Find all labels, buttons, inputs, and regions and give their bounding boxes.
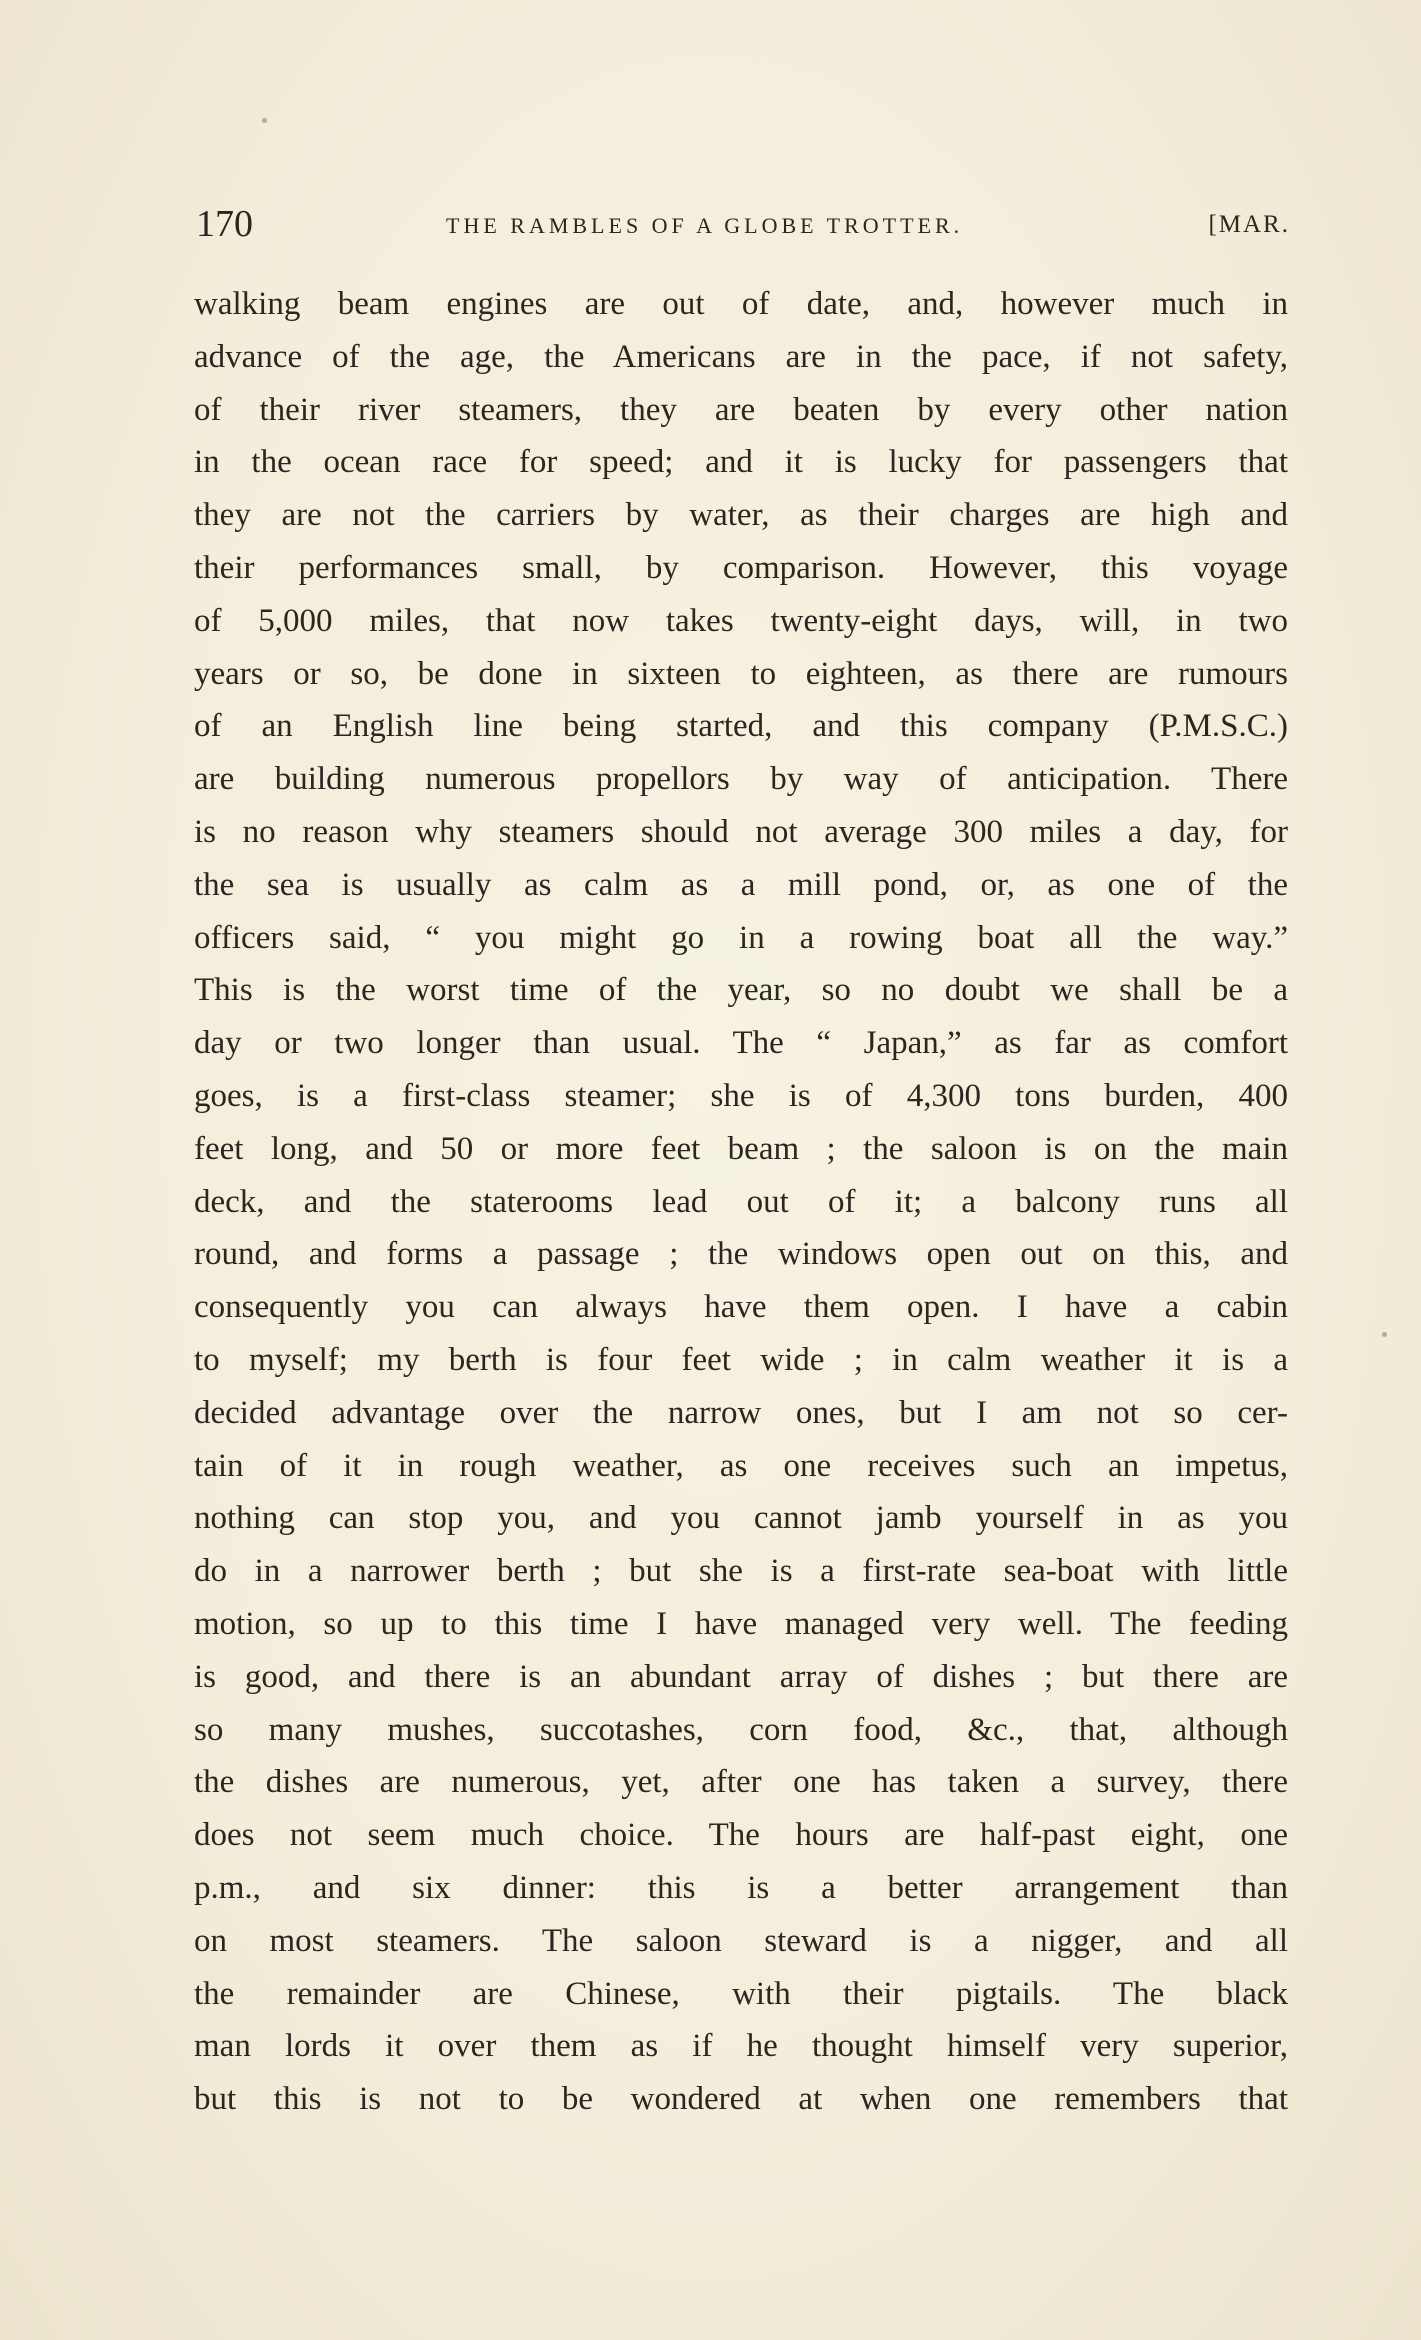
text-line: advance of the age, the Americans are in the pace, if not safety, [194,338,1288,375]
text-line: feet long, and 50 or more feet beam ; the saloon is on the main [194,1130,1288,1167]
text-line: consequently you can always have them open. I have a cabin [194,1289,1288,1326]
text-line: the sea is usually as calm as a mill pond, or, as one of the [194,866,1288,903]
text-line: the dishes are numerous, yet, after one has taken a survey, there [194,1764,1288,1801]
text-line: is good, and there is an abundant array of dishes ; but there are [194,1658,1288,1695]
text-line: in the ocean race for speed; and it is lucky for passengers that [194,444,1288,481]
text-line: nothing can stop you, and you cannot jamb yourself in as you [194,1500,1288,1537]
text-line: officers said, “ you might go in a rowing boat all the way.” [194,919,1288,956]
text-line: does not seem much choice. The hours are half-past eight, one [194,1817,1288,1854]
text-line: but this is not to be wondered at when one remembers that [194,2081,1288,2118]
text-line: day or two longer than usual. The “ Japan,” as far as comfort [194,1025,1288,1062]
text-line: is no reason why steamers should not average 300 miles a day, for [194,813,1288,850]
text-line: the remainder are Chinese, with their pigtails. The black [194,1975,1288,2012]
text-line: are building numerous propellors by way of anticipation. There [194,761,1288,798]
text-line: goes, is a first-class steamer; she is of 4,300 tons burden, 400 [194,1077,1288,1114]
text-line: walking beam engines are out of date, and, however much in [194,286,1288,322]
page-header [196,198,1290,250]
body-text [194,278,1288,2126]
running-title: THE RAMBLES OF A GLOBE TROTTER. [446,213,964,238]
paper-speck [262,118,267,123]
text-line: their performances small, by comparison. However, this voyage [194,549,1288,586]
text-line: of 5,000 miles, that now takes twenty-eight days, will, in two [194,602,1288,639]
text-line: of an English line being started, and this company (P.M.S.C.) [194,708,1288,745]
text-line: do in a narrower berth ; but she is a first-rate sea-boat with little [194,1553,1288,1590]
text-line: to myself; my berth is four feet wide ; in calm weather it is a [194,1341,1288,1378]
text-line: deck, and the staterooms lead out of it; a balcony runs all [194,1183,1288,1220]
page-number: 170 [196,203,253,245]
text-line: they are not the carriers by water, as their charges are high and [194,497,1288,534]
paper-speck [1382,1332,1387,1337]
text-line: motion, so up to this time I have managed very well. The feeding [194,1605,1288,1642]
text-line: p.m., and six dinner: this is a better arrangement than [194,1869,1288,1906]
text-line: round, and forms a passage ; the windows open out on this, and [194,1236,1288,1273]
text-line: of their river steamers, they are beaten by every other nation [194,391,1288,428]
text-line: decided advantage over the narrow ones, but I am not so cer- [194,1394,1288,1431]
text-line: years or so, be done in sixteen to eighteen, as there are rumours [194,655,1288,692]
text-line: man lords it over them as if he thought himself very superior, [194,2028,1288,2065]
text-line: so many mushes, succotashes, corn food, &c., that, although [194,1711,1288,1748]
text-line: This is the worst time of the year, so no doubt we shall be a [194,972,1288,1009]
text-line: tain of it in rough weather, as one receives such an impetus, [194,1447,1288,1484]
section-mark: [MAR. [1208,211,1290,238]
text-line: on most steamers. The saloon steward is a nigger, and all [194,1922,1288,1959]
